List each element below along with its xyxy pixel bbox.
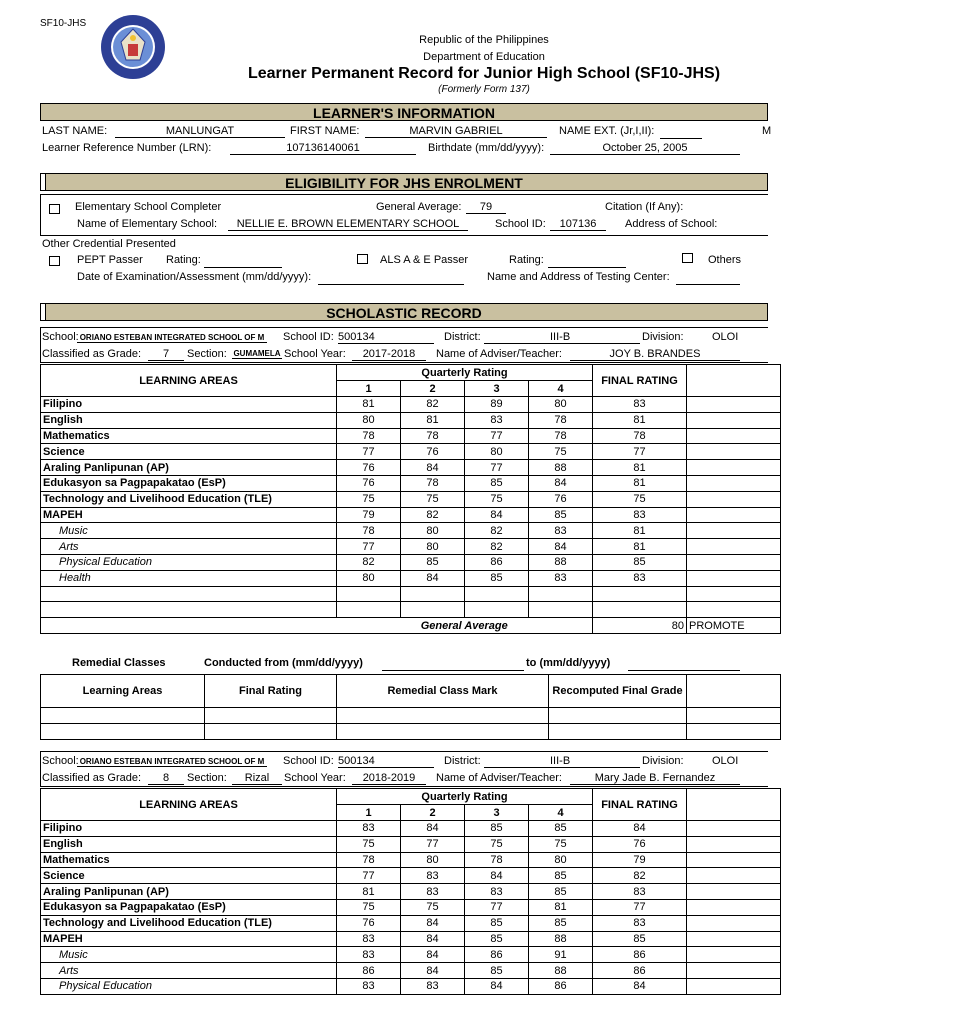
r1-subject-name: Filipino (41, 397, 337, 413)
r2-q2-grade: 84 (401, 947, 465, 963)
r2-division-value: OLOI (712, 755, 739, 767)
table-row (41, 963, 781, 979)
table-row (41, 852, 781, 868)
r1-final-grade: 77 (593, 444, 687, 460)
r1-remarks-cell (687, 523, 781, 539)
r1-subject-name: Science (41, 444, 337, 460)
r2-remarks-cell (687, 821, 781, 837)
remedial-to-label: to (mm/dd/yyyy) (526, 657, 611, 669)
pept-label: PEPT Passer (77, 254, 143, 266)
r2-school-label: School: (42, 755, 79, 767)
r1-final-grade: 81 (593, 523, 687, 539)
r1-final-rating-header: FINAL RATING (593, 365, 687, 397)
r1-remarks-cell (687, 460, 781, 476)
r2-q2-header: 2 (401, 805, 465, 821)
scholastic-title: SCHOLASTIC RECORD (326, 305, 482, 321)
r1-remarks-cell (687, 507, 781, 523)
r2-q4-header: 4 (529, 805, 593, 821)
others-label: Others (708, 254, 742, 266)
als-checkbox[interactable] (357, 254, 368, 264)
r1-district-label: District: (444, 331, 481, 343)
r1-q1-grade: 78 (337, 523, 401, 539)
r2-subject-name: Technology and Livelihood Education (TLE) (41, 915, 337, 931)
r1-q3-grade: 77 (465, 460, 529, 476)
r1-q3-grade: 75 (465, 491, 529, 507)
r2-q1-grade: 83 (337, 821, 401, 837)
als-rating-value (548, 254, 626, 268)
r2-q3-grade: 85 (465, 915, 529, 931)
r2-subject-name: English (41, 836, 337, 852)
r2-q4-grade: 86 (529, 978, 593, 994)
table-row (41, 868, 781, 884)
r1-subject-name: Health (41, 570, 337, 586)
remedial-table (40, 674, 781, 740)
r2-section-label: Section: (187, 772, 227, 784)
r2-q1-grade: 83 (337, 978, 401, 994)
r2-q1-grade: 76 (337, 915, 401, 931)
r2-school-value: ORIANO ESTEBAN INTEGRATED SCHOOL OF M (77, 757, 267, 767)
elem-school-label: Name of Elementary School: (77, 218, 218, 230)
r2-final-rating-header: FINAL RATING (593, 789, 687, 821)
r2-final-grade: 83 (593, 915, 687, 931)
r1-subject-name: Music (41, 523, 337, 539)
elem-address-label: Address of School: (625, 218, 718, 230)
r2-subject-name: Edukasyon sa Pagpapakatao (EsP) (41, 899, 337, 915)
r1-q2-grade: 85 (401, 554, 465, 570)
last-name-label: LAST NAME: (42, 125, 108, 137)
r1-final-grade: 81 (593, 475, 687, 491)
gen-avg-value: 79 (466, 201, 506, 214)
r2-q2-grade: 75 (401, 899, 465, 915)
r2-subject-name: Science (41, 868, 337, 884)
r2-q3-grade: 83 (465, 884, 529, 900)
r1-q3-header: 3 (465, 381, 529, 397)
r1-q2-grade: 80 (401, 523, 465, 539)
r2-final-grade: 79 (593, 852, 687, 868)
r1-subject-name: English (41, 412, 337, 428)
r1-q2-header: 2 (401, 381, 465, 397)
table-row (41, 978, 781, 994)
pept-rating-label: Rating: (166, 254, 201, 266)
r2-q2-grade: 84 (401, 963, 465, 979)
citation-label: Citation (If Any): (605, 201, 684, 213)
r2-district-label: District: (444, 755, 481, 767)
r1-grade-value: 7 (148, 348, 184, 361)
table-row (41, 491, 781, 507)
gen-avg-label: General Average: (376, 201, 462, 213)
table-row (41, 570, 781, 586)
completer-label: Elementary School Completer (75, 201, 222, 213)
r2-q1-grade: 83 (337, 931, 401, 947)
r2-q3-grade: 84 (465, 978, 529, 994)
r2-remarks-cell (687, 836, 781, 852)
r1-subject-name: Araling Panlipunan (AP) (41, 460, 337, 476)
r1-remarks-cell (687, 428, 781, 444)
r1-adviser-label: Name of Adviser/Teacher: (436, 348, 562, 360)
table-row (41, 915, 781, 931)
r2-final-grade: 76 (593, 836, 687, 852)
r1-q3-grade: 77 (465, 428, 529, 444)
conducted-from-label: Conducted from (mm/dd/yyyy) (204, 657, 363, 669)
r1-q1-header: 1 (337, 381, 401, 397)
lrn-value: 107136140061 (230, 142, 416, 155)
table-row (41, 821, 781, 837)
r1-q4-grade: 88 (529, 460, 593, 476)
r2-q4-grade: 85 (529, 915, 593, 931)
r2-q2-grade: 84 (401, 931, 465, 947)
eligibility-title: ELIGIBILITY FOR JHS ENROLMENT (285, 175, 523, 191)
r1-q1-grade: 78 (337, 428, 401, 444)
r2-remarks-cell (687, 884, 781, 900)
r2-adviser-value: Mary Jade B. Fernandez (570, 772, 740, 785)
r1-q4-grade: 88 (529, 554, 593, 570)
r1-q1-grade: 76 (337, 475, 401, 491)
r1-final-grade: 83 (593, 507, 687, 523)
r1-remarks-cell (687, 539, 781, 555)
completer-checkbox[interactable] (49, 204, 60, 214)
r1-q1-grade: 75 (337, 491, 401, 507)
r2-q3-grade: 84 (465, 868, 529, 884)
r1-q4-grade: 84 (529, 475, 593, 491)
r2-remarks-cell (687, 915, 781, 931)
r1-district-value: III-B (484, 331, 640, 344)
r1-q2-grade: 84 (401, 570, 465, 586)
r1-q3-grade: 80 (465, 444, 529, 460)
r2-q3-grade: 75 (465, 836, 529, 852)
remedial-classes-label: Remedial Classes (72, 657, 166, 669)
r2-remarks-cell (687, 947, 781, 963)
r2-q2-grade: 77 (401, 836, 465, 852)
r2-q3-grade: 85 (465, 821, 529, 837)
remedial-to-value (628, 657, 740, 671)
r2-q2-grade: 83 (401, 868, 465, 884)
r2-q4-grade: 80 (529, 852, 593, 868)
r2-subject-name: Mathematics (41, 852, 337, 868)
r1-remarks-cell (687, 570, 781, 586)
r1-q1-grade: 80 (337, 412, 401, 428)
r2-final-grade: 84 (593, 978, 687, 994)
r2-quarterly-header: Quarterly Rating (337, 789, 593, 805)
r1-sy-value: 2017-2018 (352, 348, 426, 361)
rem-remarks-header (687, 675, 781, 708)
r2-q4-grade: 88 (529, 931, 593, 947)
exam-date-value (318, 271, 464, 285)
r1-adviser-value: JOY B. BRANDES (570, 348, 740, 361)
r1-remarks-cell (687, 397, 781, 413)
r1-grade-label: Classified as Grade: (42, 348, 142, 360)
r1-subject-name: MAPEH (41, 507, 337, 523)
r2-q1-grade: 75 (337, 836, 401, 852)
r2-final-grade: 82 (593, 868, 687, 884)
r2-q3-header: 3 (465, 805, 529, 821)
r1-subject-name: Edukasyon sa Pagpapakatao (EsP) (41, 475, 337, 491)
birthdate-label: Birthdate (mm/dd/yyyy): (428, 142, 545, 154)
r2-subject-name: Physical Education (41, 978, 337, 994)
r1-q1-grade: 81 (337, 397, 401, 413)
r1-q3-grade: 89 (465, 397, 529, 413)
r1-final-grade: 75 (593, 491, 687, 507)
r2-q4-grade: 81 (529, 899, 593, 915)
r1-final-grade: 81 (593, 460, 687, 476)
r1-q2-grade: 82 (401, 397, 465, 413)
r1-final-grade: 83 (593, 397, 687, 413)
r2-q2-grade: 80 (401, 852, 465, 868)
r2-adviser-label: Name of Adviser/Teacher: (436, 772, 562, 784)
r1-remark: PROMOTE (687, 618, 781, 634)
r2-q4-grade: 85 (529, 821, 593, 837)
r2-q1-grade: 77 (337, 868, 401, 884)
r1-q4-grade: 83 (529, 523, 593, 539)
r2-remarks-cell (687, 978, 781, 994)
r1-remarks-cell (687, 412, 781, 428)
table-row (41, 523, 781, 539)
r2-q4-grade: 91 (529, 947, 593, 963)
als-rating-label: Rating: (509, 254, 544, 266)
r1-q4-grade: 84 (529, 539, 593, 555)
r2-q3-grade: 86 (465, 947, 529, 963)
r2-final-grade: 83 (593, 884, 687, 900)
r1-remarks-header (687, 365, 781, 397)
r2-grade-value: 8 (148, 772, 184, 785)
r2-q1-grade: 83 (337, 947, 401, 963)
r2-q4-grade: 75 (529, 836, 593, 852)
r1-q3-grade: 82 (465, 539, 529, 555)
other-credential-label: Other Credential Presented (42, 238, 176, 250)
r1-q2-grade: 78 (401, 428, 465, 444)
rem-class-mark-header: Remedial Class Mark (337, 675, 549, 708)
r1-q3-grade: 83 (465, 412, 529, 428)
r1-q4-grade: 78 (529, 412, 593, 428)
r2-final-grade: 84 (593, 821, 687, 837)
table-row (41, 444, 781, 460)
r1-q2-grade: 82 (401, 507, 465, 523)
r1-q4-grade: 76 (529, 491, 593, 507)
r2-division-label: Division: (642, 755, 684, 767)
r1-q2-grade: 75 (401, 491, 465, 507)
r1-q3-grade: 82 (465, 523, 529, 539)
r1-general-average-label: General Average (337, 618, 593, 634)
r2-grades-table (40, 788, 781, 995)
r1-section-label: Section: (187, 348, 227, 360)
r1-learning-areas-header: LEARNING AREAS (41, 365, 337, 397)
r1-section-value: GUMAMELA (233, 349, 281, 358)
r2-q3-grade: 78 (465, 852, 529, 868)
als-label: ALS A & E Passer (380, 254, 469, 266)
r1-q2-grade: 81 (401, 412, 465, 428)
r1-q4-header: 4 (529, 381, 593, 397)
r2-q2-grade: 83 (401, 884, 465, 900)
r1-remarks-cell (687, 491, 781, 507)
r1-general-average-value: 80 (593, 618, 687, 634)
r1-q4-grade: 85 (529, 507, 593, 523)
name-ext-label: NAME EXT. (Jr,I,II): (559, 125, 655, 137)
r1-division-value: OLOI (712, 331, 739, 343)
exam-date-label: Date of Examination/Assessment (mm/dd/yyyy): (77, 271, 312, 283)
r1-subject-name: Technology and Livelihood Education (TLE) (41, 491, 337, 507)
r2-final-grade: 85 (593, 931, 687, 947)
elem-school-value: NELLIE E. BROWN ELEMENTARY SCHOOL (228, 218, 468, 231)
pept-rating-value (204, 254, 282, 268)
form-code: SF10-JHS (40, 18, 87, 29)
r2-remarks-cell (687, 868, 781, 884)
r2-q2-grade: 83 (401, 978, 465, 994)
table-row (41, 554, 781, 570)
r2-learning-areas-header: LEARNING AREAS (41, 789, 337, 821)
table-row (41, 428, 781, 444)
r2-district-value: III-B (484, 755, 640, 768)
scholastic-band (40, 303, 768, 321)
r2-school-id-value: 500134 (338, 755, 434, 768)
r2-final-grade: 86 (593, 963, 687, 979)
r1-q3-grade: 84 (465, 507, 529, 523)
r1-remarks-cell (687, 554, 781, 570)
rem-learning-areas-header: Learning Areas (41, 675, 205, 708)
r2-subject-name: Music (41, 947, 337, 963)
table-row (41, 412, 781, 428)
name-ext-value (660, 125, 702, 139)
table-row (41, 475, 781, 491)
r2-remarks-cell (687, 963, 781, 979)
r2-q3-grade: 85 (465, 963, 529, 979)
r2-q2-grade: 84 (401, 821, 465, 837)
r1-school-value: ORIANO ESTEBAN INTEGRATED SCHOOL OF M (77, 333, 267, 343)
r1-school-label: School: (42, 331, 79, 343)
r1-subject-name: Physical Education (41, 554, 337, 570)
r1-final-grade: 81 (593, 412, 687, 428)
testing-center-label: Name and Address of Testing Center: (487, 271, 670, 283)
r2-sy-value: 2018-2019 (352, 772, 426, 785)
r1-q3-grade: 85 (465, 475, 529, 491)
middle-name-label-cut: M (762, 125, 772, 137)
lrn-label: Learner Reference Number (LRN): (42, 142, 212, 154)
r2-q1-grade: 75 (337, 899, 401, 915)
r1-q4-grade: 75 (529, 444, 593, 460)
table-row (41, 899, 781, 915)
table-row (41, 884, 781, 900)
r2-remarks-cell (687, 931, 781, 947)
r1-q1-grade: 77 (337, 539, 401, 555)
rem-recomputed-header: Recomputed Final Grade (549, 675, 687, 708)
r2-section-value: Rizal (232, 772, 282, 785)
table-row (41, 397, 781, 413)
first-name-label: FIRST NAME: (290, 125, 360, 137)
r2-subject-name: Filipino (41, 821, 337, 837)
pept-checkbox[interactable] (49, 256, 60, 266)
formerly-line: (Formerly Form 137) (438, 84, 530, 95)
testing-center-value (676, 271, 740, 285)
rem-final-rating-header: Final Rating (205, 675, 337, 708)
r2-q1-header: 1 (337, 805, 401, 821)
r1-division-label: Division: (642, 331, 684, 343)
republic-line: Republic of the Philippines (419, 34, 549, 46)
r1-subject-name: Arts (41, 539, 337, 555)
r1-final-grade: 78 (593, 428, 687, 444)
r1-q2-grade: 76 (401, 444, 465, 460)
r2-q4-grade: 88 (529, 963, 593, 979)
r2-grade-label: Classified as Grade: (42, 772, 142, 784)
r1-final-grade: 85 (593, 554, 687, 570)
r1-q1-grade: 77 (337, 444, 401, 460)
r2-remarks-cell (687, 852, 781, 868)
r2-q1-grade: 78 (337, 852, 401, 868)
table-row (41, 539, 781, 555)
elem-school-id-label: School ID: (495, 218, 546, 230)
r2-q4-grade: 85 (529, 868, 593, 884)
r1-q1-grade: 82 (337, 554, 401, 570)
r1-remarks-cell (687, 475, 781, 491)
first-name-value: MARVIN GABRIEL (365, 125, 547, 138)
r2-q4-grade: 85 (529, 884, 593, 900)
page-title: Learner Permanent Record for Junior High School (SF10-JHS) (247, 65, 721, 82)
r2-q3-grade: 77 (465, 899, 529, 915)
r1-subject-name: Mathematics (41, 428, 337, 444)
r1-q3-grade: 85 (465, 570, 529, 586)
r2-q1-grade: 81 (337, 884, 401, 900)
elem-school-id-value: 107136 (550, 218, 606, 231)
r1-q4-grade: 83 (529, 570, 593, 586)
table-row (41, 507, 781, 523)
r1-q4-grade: 78 (529, 428, 593, 444)
conducted-from-value (382, 657, 524, 671)
r1-q3-grade: 86 (465, 554, 529, 570)
eligibility-band (40, 173, 768, 191)
r1-q4-grade: 80 (529, 397, 593, 413)
table-row (41, 947, 781, 963)
r2-final-grade: 77 (593, 899, 687, 915)
r2-final-grade: 86 (593, 947, 687, 963)
r1-school-id-label: School ID: (283, 331, 334, 343)
table-row (41, 836, 781, 852)
r1-quarterly-header: Quarterly Rating (337, 365, 593, 381)
r2-remarks-header (687, 789, 781, 821)
r1-remarks-cell (687, 444, 781, 460)
r2-q3-grade: 85 (465, 931, 529, 947)
r1-final-grade: 81 (593, 539, 687, 555)
r2-subject-name: Arts (41, 963, 337, 979)
r1-q2-grade: 80 (401, 539, 465, 555)
last-name-value: MANLUNGAT (115, 125, 285, 138)
r1-q2-grade: 84 (401, 460, 465, 476)
r1-q1-grade: 80 (337, 570, 401, 586)
department-line: Department of Education (423, 51, 545, 63)
r2-sy-label: School Year: (284, 772, 346, 784)
others-checkbox[interactable] (682, 253, 693, 263)
r1-final-grade: 83 (593, 570, 687, 586)
r1-q1-grade: 79 (337, 507, 401, 523)
r2-q2-grade: 84 (401, 915, 465, 931)
r1-sy-label: School Year: (284, 348, 346, 360)
r2-subject-name: Araling Panlipunan (AP) (41, 884, 337, 900)
r1-grades-table (40, 364, 781, 634)
r2-subject-name: MAPEH (41, 931, 337, 947)
r2-q1-grade: 86 (337, 963, 401, 979)
r2-school-id-label: School ID: (283, 755, 334, 767)
r1-school-id-value: 500134 (338, 331, 434, 344)
birthdate-value: October 25, 2005 (550, 142, 740, 155)
learner-info-band (40, 103, 768, 121)
table-row (41, 931, 781, 947)
table-row (41, 460, 781, 476)
learner-info-title: LEARNER'S INFORMATION (313, 105, 495, 121)
r2-remarks-cell (687, 899, 781, 915)
r1-q1-grade: 76 (337, 460, 401, 476)
r1-q2-grade: 78 (401, 475, 465, 491)
